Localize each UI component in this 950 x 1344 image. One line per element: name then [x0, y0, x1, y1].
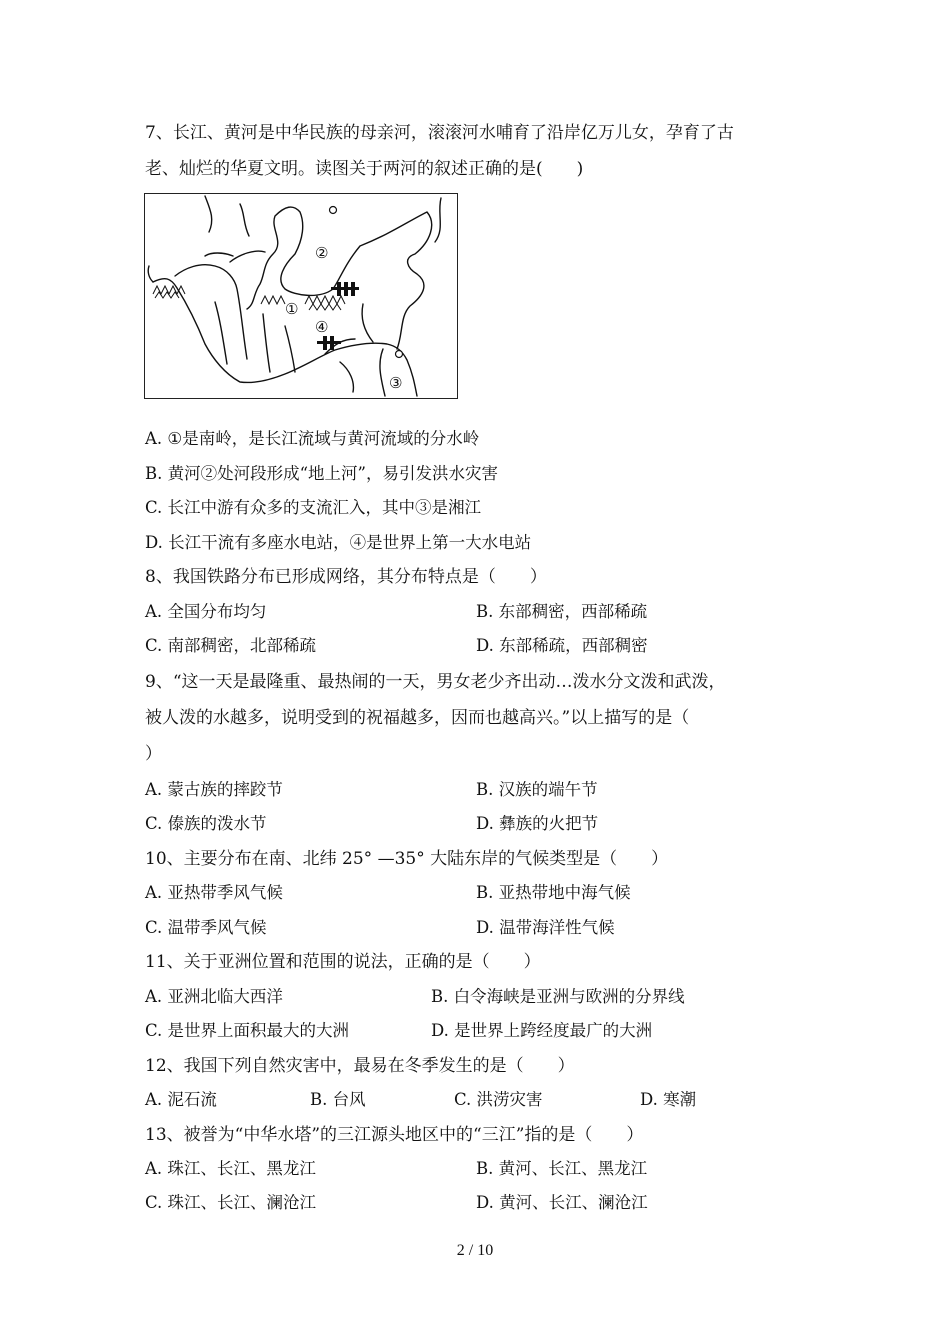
map-label-2: ② [315, 244, 329, 262]
q13-option-c[interactable]: C. 珠江、长江、澜沧江 [145, 1193, 317, 1212]
q10-option-a[interactable]: A. 亚热带季风气候 [145, 883, 283, 902]
rivers-map-drawing [145, 194, 457, 398]
rivers-map [144, 193, 458, 399]
q11-stem: 11、关于亚洲位置和范围的说法，正确的是（ ） [145, 952, 541, 972]
q7-option-b[interactable]: B. 黄河②处河段形成“地上河”，易引发洪水灾害 [145, 464, 498, 483]
q12-option-c[interactable]: C. 洪涝灾害 [454, 1090, 543, 1109]
q7-stem-line1: 7、长江、黄河是中华民族的母亲河，滚滚河水哺育了沿岸亿万儿女，孕育了古 [145, 123, 734, 143]
q9-option-d[interactable]: D. 彝族的火把节 [476, 814, 599, 833]
q9-option-a[interactable]: A. 蒙古族的摔跤节 [145, 780, 283, 799]
q10-option-d[interactable]: D. 温带海洋性气候 [476, 918, 615, 937]
q11-option-c[interactable]: C. 是世界上面积最大的大洲 [145, 1021, 350, 1040]
map-label-4: ④ [315, 318, 329, 336]
q10-stem: 10、主要分布在南、北纬 25° —35° 大陆东岸的气候类型是（ ） [145, 849, 669, 869]
q8-option-d[interactable]: D. 东部稀疏，西部稠密 [476, 636, 648, 655]
q8-option-a[interactable]: A. 全国分布均匀 [145, 602, 267, 621]
q9-option-b[interactable]: B. 汉族的端午节 [476, 780, 598, 799]
q7-stem-line2: 老、灿烂的华夏文明。读图关于两河的叙述正确的是( ) [145, 159, 584, 179]
q13-option-d[interactable]: D. 黄河、长江、澜沧江 [476, 1193, 648, 1212]
q12-option-a[interactable]: A. 泥石流 [145, 1090, 217, 1109]
q12-stem: 12、我国下列自然灾害中，最易在冬季发生的是（ ） [145, 1056, 575, 1076]
q11-option-a[interactable]: A. 亚洲北临大西洋 [145, 987, 283, 1006]
map-label-1: ① [285, 300, 299, 318]
q11-option-b[interactable]: B. 白令海峡是亚洲与欧洲的分界线 [431, 987, 685, 1006]
q8-stem: 8、我国铁路分布已形成网络，其分布特点是（ ） [145, 567, 547, 587]
q8-option-b[interactable]: B. 东部稠密，西部稀疏 [476, 602, 648, 621]
q12-option-b[interactable]: B. 台风 [310, 1090, 366, 1109]
q9-stem-line3: ） [145, 744, 162, 764]
q13-option-a[interactable]: A. 珠江、长江、黑龙江 [145, 1159, 316, 1178]
q7-option-d[interactable]: D. 长江干流有多座水电站，④是世界上第一大水电站 [145, 533, 532, 552]
q9-stem-line1: 9、“这一天是最隆重、最热闹的一天，男女老少齐出动…泼水分文泼和武泼， [145, 672, 726, 692]
q13-stem: 13、被誉为“中华水塔”的三江源头地区中的“三江”指的是（ ） [145, 1125, 644, 1145]
q10-option-b[interactable]: B. 亚热带地中海气候 [476, 883, 631, 902]
map-label-3: ③ [389, 374, 403, 392]
q12-option-d[interactable]: D. 寒潮 [640, 1090, 697, 1109]
q9-stem-line2: 被人泼的水越多，说明受到的祝福越多，因而也越高兴。”以上描写的是（ [145, 708, 690, 728]
q7-option-a[interactable]: A. ①是南岭，是长江流域与黄河流域的分水岭 [145, 429, 480, 448]
q13-option-b[interactable]: B. 黄河、长江、黑龙江 [476, 1159, 648, 1178]
q11-option-d[interactable]: D. 是世界上跨经度最广的大洲 [431, 1021, 653, 1040]
q8-option-c[interactable]: C. 南部稠密，北部稀疏 [145, 636, 317, 655]
page-number: 2 / 10 [456, 1242, 494, 1259]
q10-option-c[interactable]: C. 温带季风气候 [145, 918, 267, 937]
q9-option-c[interactable]: C. 傣族的泼水节 [145, 814, 267, 833]
q7-option-c[interactable]: C. 长江中游有众多的支流汇入，其中③是湘江 [145, 498, 482, 517]
